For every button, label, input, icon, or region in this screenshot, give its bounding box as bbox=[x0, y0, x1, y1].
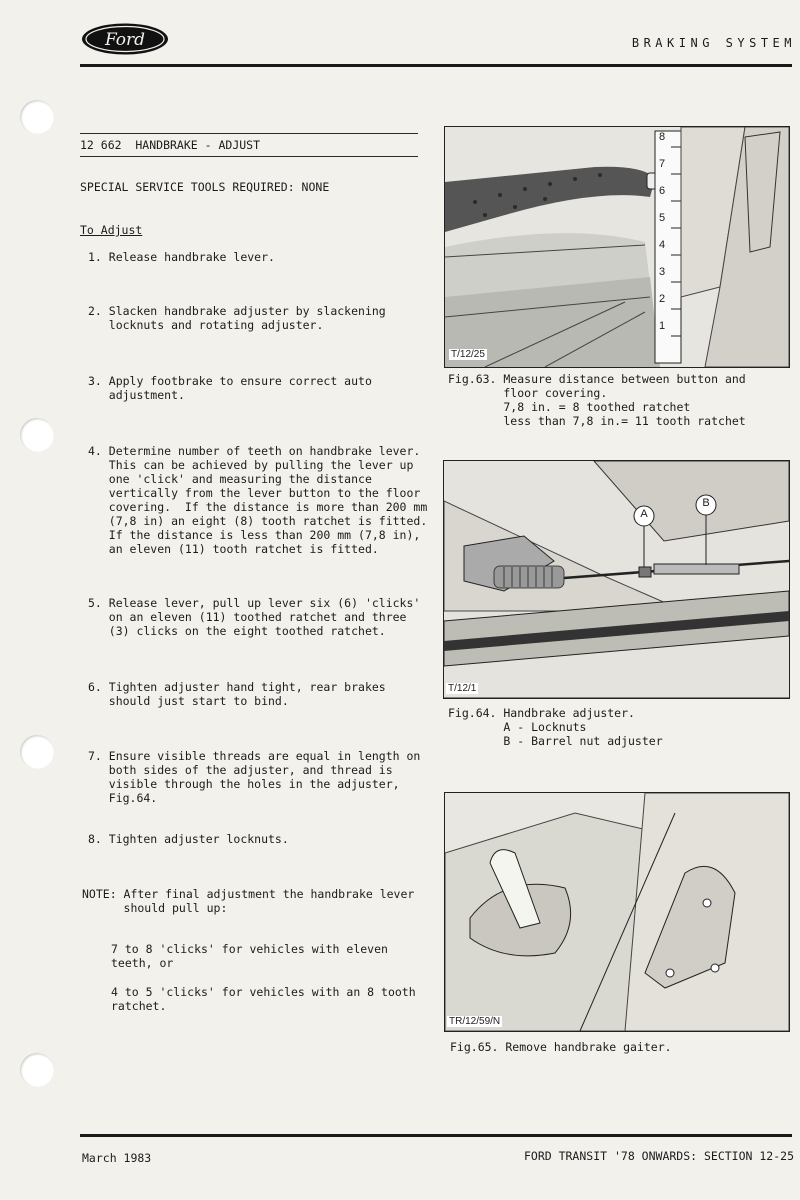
step-8: 8. Tighten adjuster locknuts. bbox=[88, 832, 289, 846]
figure-code: T/12/25 bbox=[451, 349, 485, 360]
ruler-mark: 3 bbox=[659, 266, 666, 278]
binder-hole bbox=[20, 418, 54, 452]
brand-name: Ford bbox=[104, 30, 146, 50]
binder-hole bbox=[20, 1053, 54, 1087]
figure-63-caption: Fig.63. Measure distance between button and floor covering. 7,8 in. = 8 toothed ratchet less than 7,8 in.= 11 tooth ratchet bbox=[448, 372, 746, 428]
ruler-mark: 5 bbox=[659, 212, 666, 224]
step-2: 2. Slacken handbrake adjuster by slackening locknuts and rotating adjuster. bbox=[88, 304, 386, 332]
binder-hole bbox=[20, 100, 54, 134]
ruler-mark: 7 bbox=[659, 158, 666, 170]
note-item-1: 7 to 8 'clicks' for vehicles with eleven teeth, or bbox=[111, 942, 388, 970]
tools-required: SPECIAL SERVICE TOOLS REQUIRED: NONE bbox=[80, 180, 330, 194]
figure-65-illustration bbox=[444, 792, 790, 1032]
figure-64-illustration bbox=[443, 460, 790, 699]
step-1: 1. Release handbrake lever. bbox=[88, 250, 275, 264]
ruler-scale bbox=[659, 131, 677, 361]
binder-hole bbox=[20, 735, 54, 769]
footer-date: March 1983 bbox=[82, 1151, 152, 1165]
step-4: 4. Determine number of teeth on handbrake lever. This can be achieved by pulling the lever up one 'click' and measuring the distance vertically from the lever button to the floor covering. If the distance is more than 200 mm (7,8 in) an eight (8) tooth ratchet is fitted. If the distance is less than 200 mm (7,8 in), an eleven (11) tooth ratchet is fitted. bbox=[88, 444, 428, 556]
callout-b: B bbox=[702, 497, 710, 509]
figure-64-caption: Fig.64. Handbrake adjuster. A - Locknuts B - Barrel nut adjuster bbox=[448, 706, 663, 748]
callout-a: A bbox=[640, 508, 648, 520]
step-3: 3. Apply footbrake to ensure correct auto adjustment. bbox=[88, 374, 372, 402]
footer-publication: FORD TRANSIT '78 ONWARDS: SECTION 12-25 bbox=[523, 1149, 794, 1163]
ruler-mark: 1 bbox=[659, 320, 666, 332]
figure-65-caption: Fig.65. Remove handbrake gaiter. bbox=[450, 1040, 672, 1054]
title-rule-top bbox=[80, 133, 418, 134]
procedure-title: 12 662 HANDBRAKE - ADJUST bbox=[80, 138, 261, 152]
subheading: To Adjust bbox=[80, 223, 143, 237]
step-7: 7. Ensure visible threads are equal in length on both sides of the adjuster, and thread is visible through the holes in the adjuster, Fig.64. bbox=[88, 749, 421, 805]
figure-63-illustration bbox=[444, 126, 790, 368]
step-6: 6. Tighten adjuster hand tight, rear brakes should just start to bind. bbox=[88, 680, 386, 708]
note-item-2: 4 to 5 'clicks' for vehicles with an 8 tooth ratchet. bbox=[111, 985, 416, 1013]
ruler-mark: 4 bbox=[659, 239, 666, 251]
ruler-mark: 2 bbox=[659, 293, 666, 305]
ford-logo bbox=[80, 22, 170, 56]
section-title: BRAKING SYSTEM bbox=[631, 36, 796, 50]
figure-code: T/12/1 bbox=[448, 683, 477, 694]
ruler-mark: 8 bbox=[659, 131, 666, 143]
header-rule bbox=[80, 64, 792, 67]
ruler-mark: 6 bbox=[659, 185, 666, 197]
title-rule-bottom bbox=[80, 156, 418, 157]
note: NOTE: After final adjustment the handbrake lever should pull up: bbox=[82, 887, 415, 915]
footer-rule bbox=[80, 1134, 792, 1137]
figure-code: TR/12/59/N bbox=[449, 1016, 501, 1027]
step-5: 5. Release lever, pull up lever six (6) 'clicks' on an eleven (11) toothed ratchet and three (3) clicks on the eight toothed ratchet. bbox=[88, 596, 421, 638]
